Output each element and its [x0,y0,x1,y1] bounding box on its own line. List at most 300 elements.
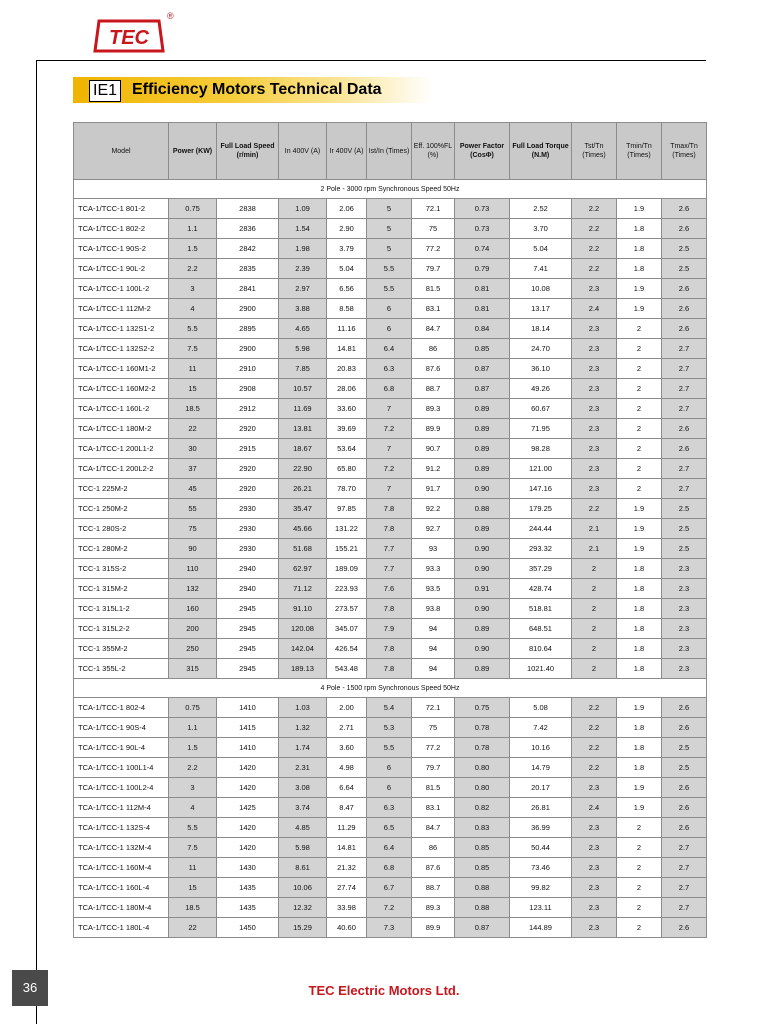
value-cell: 2838 [217,199,279,219]
value-cell: 6.64 [327,778,367,798]
value-cell: 0.82 [455,798,510,818]
value-cell: 1.54 [279,219,327,239]
value-cell: 92.7 [412,519,455,539]
table-row [74,878,707,898]
value-cell: 1.9 [617,279,662,299]
value-cell: 79.7 [412,259,455,279]
value-cell: 0.81 [455,299,510,319]
value-cell: 6.7 [367,878,412,898]
value-cell: 7 [367,479,412,499]
table-row [74,898,707,918]
value-cell: 6 [367,319,412,339]
value-cell: 10.16 [510,738,572,758]
value-cell: 1.8 [617,559,662,579]
value-cell: 93.8 [412,599,455,619]
value-cell: 357.29 [510,559,572,579]
value-cell: 0.87 [455,359,510,379]
value-cell: 12.32 [279,898,327,918]
value-cell: 5.98 [279,838,327,858]
value-cell: 49.26 [510,379,572,399]
value-cell: 98.28 [510,439,572,459]
value-cell: 94 [412,619,455,639]
value-cell: 3.74 [279,798,327,818]
value-cell: 2.71 [327,718,367,738]
value-cell: 2.2 [169,758,217,778]
table-row [74,419,707,439]
table-row [74,758,707,778]
value-cell: 2930 [217,499,279,519]
table-row [74,559,707,579]
value-cell: 0.90 [455,599,510,619]
value-cell: 5.5 [169,319,217,339]
value-cell: 2945 [217,659,279,679]
value-cell: 428.74 [510,579,572,599]
value-cell: 1.9 [617,798,662,818]
value-cell: 84.7 [412,319,455,339]
value-cell: 250 [169,639,217,659]
value-cell: 2.3 [572,319,617,339]
value-cell: 2.2 [572,698,617,718]
value-cell: 2.3 [662,619,707,639]
value-cell: 2.7 [662,459,707,479]
value-cell: 2.3 [572,359,617,379]
value-cell: 2 [617,319,662,339]
value-cell: 2930 [217,519,279,539]
value-cell: 2 [617,858,662,878]
value-cell: 2836 [217,219,279,239]
value-cell: 1.5 [169,239,217,259]
value-cell: 86 [412,838,455,858]
value-cell: 2842 [217,239,279,259]
value-cell: 2930 [217,539,279,559]
value-cell: 22 [169,419,217,439]
model-cell: TCC-1 355L-2 [74,659,169,679]
value-cell: 7.6 [367,579,412,599]
section-label: 4 Pole - 1500 rpm Synchronous Speed 50Hz [74,679,707,698]
col-header: Full Load Torque (N.M) [510,123,572,180]
value-cell: 2.3 [662,639,707,659]
value-cell: 5 [367,219,412,239]
value-cell: 11 [169,359,217,379]
value-cell: 0.87 [455,379,510,399]
value-cell: 7.7 [367,539,412,559]
value-cell: 30 [169,439,217,459]
value-cell: 2 [617,818,662,838]
value-cell: 18.5 [169,898,217,918]
value-cell: 2945 [217,619,279,639]
value-cell: 0.78 [455,718,510,738]
value-cell: 2.6 [662,439,707,459]
value-cell: 2.6 [662,918,707,938]
value-cell: 155.21 [327,539,367,559]
value-cell: 1420 [217,758,279,778]
ie-class-badge: IE1 [89,80,121,102]
value-cell: 2.3 [572,898,617,918]
table-row [74,359,707,379]
value-cell: 200 [169,619,217,639]
value-cell: 1.8 [617,579,662,599]
model-cell: TCA-1/TCC-1 90S-4 [74,718,169,738]
value-cell: 18.67 [279,439,327,459]
value-cell: 2.7 [662,339,707,359]
table-row [74,299,707,319]
value-cell: 77.2 [412,239,455,259]
value-cell: 1.8 [617,738,662,758]
model-cell: TCA-1/TCC-1 160M2-2 [74,379,169,399]
value-cell: 84.7 [412,818,455,838]
value-cell: 4 [169,798,217,818]
value-cell: 94 [412,659,455,679]
header-rule [36,60,706,61]
value-cell: 110 [169,559,217,579]
table-row [74,219,707,239]
value-cell: 10.08 [510,279,572,299]
model-cell: TCA-1/TCC-1 802-2 [74,219,169,239]
value-cell: 89.9 [412,419,455,439]
value-cell: 51.68 [279,539,327,559]
value-cell: 2945 [217,599,279,619]
value-cell: 1.9 [617,519,662,539]
col-header: Ir 400V (A) [327,123,367,180]
value-cell: 11.69 [279,399,327,419]
value-cell: 2.6 [662,718,707,738]
value-cell: 5.08 [510,698,572,718]
value-cell: 73.46 [510,858,572,878]
value-cell: 15 [169,878,217,898]
value-cell: 62.97 [279,559,327,579]
value-cell: 0.88 [455,499,510,519]
value-cell: 8.47 [327,798,367,818]
value-cell: 5 [367,199,412,219]
col-header: Power Factor (CosΦ) [455,123,510,180]
tec-logo [93,17,165,55]
value-cell: 6 [367,778,412,798]
value-cell: 189.13 [279,659,327,679]
value-cell: 93 [412,539,455,559]
value-cell: 7.5 [169,838,217,858]
value-cell: 7 [367,399,412,419]
page-number: 36 [12,970,48,1006]
value-cell: 1.1 [169,718,217,738]
value-cell: 0.89 [455,619,510,639]
value-cell: 28.06 [327,379,367,399]
value-cell: 0.84 [455,319,510,339]
value-cell: 5.04 [510,239,572,259]
value-cell: 1435 [217,878,279,898]
table-row [74,659,707,679]
model-cell: TCA-1/TCC-1 160L-4 [74,878,169,898]
value-cell: 0.75 [455,698,510,718]
value-cell: 2.3 [572,379,617,399]
value-cell: 2.3 [572,858,617,878]
value-cell: 5.04 [327,259,367,279]
value-cell: 2.7 [662,379,707,399]
value-cell: 22 [169,918,217,938]
model-cell: TCA-1/TCC-1 90S-2 [74,239,169,259]
value-cell: 2.7 [662,898,707,918]
table-row [74,858,707,878]
table-row [74,619,707,639]
value-cell: 2 [617,399,662,419]
value-cell: 6 [367,299,412,319]
table-row [74,439,707,459]
table-row [74,499,707,519]
table-row [74,798,707,818]
value-cell: 189.09 [327,559,367,579]
value-cell: 1.1 [169,219,217,239]
value-cell: 2945 [217,639,279,659]
value-cell: 2.2 [572,259,617,279]
value-cell: 0.90 [455,559,510,579]
value-cell: 2.6 [662,698,707,718]
value-cell: 0.89 [455,659,510,679]
table-row [74,738,707,758]
value-cell: 33.60 [327,399,367,419]
model-cell: TCC-1 225M-2 [74,479,169,499]
value-cell: 2 [617,479,662,499]
table-row [74,539,707,559]
value-cell: 131.22 [327,519,367,539]
value-cell: 2 [617,898,662,918]
value-cell: 2 [572,599,617,619]
value-cell: 27.74 [327,878,367,898]
value-cell: 0.90 [455,479,510,499]
table-row [74,199,707,219]
value-cell: 2.3 [572,778,617,798]
value-cell: 2.00 [327,698,367,718]
value-cell: 7.8 [367,659,412,679]
value-cell: 2920 [217,459,279,479]
value-cell: 7.8 [367,519,412,539]
value-cell: 1.98 [279,239,327,259]
value-cell: 7.8 [367,639,412,659]
value-cell: 273.57 [327,599,367,619]
value-cell: 91.2 [412,459,455,479]
col-header: In 400V (A) [279,123,327,180]
value-cell: 6.8 [367,858,412,878]
table-row [74,339,707,359]
value-cell: 293.32 [510,539,572,559]
value-cell: 2920 [217,419,279,439]
model-cell: TCC-1 315M-2 [74,579,169,599]
value-cell: 2.1 [572,519,617,539]
value-cell: 648.51 [510,619,572,639]
value-cell: 120.08 [279,619,327,639]
value-cell: 6.3 [367,359,412,379]
value-cell: 2.7 [662,359,707,379]
value-cell: 2.7 [662,838,707,858]
value-cell: 0.89 [455,439,510,459]
model-cell: TCA-1/TCC-1 132S2-2 [74,339,169,359]
value-cell: 99.82 [510,878,572,898]
value-cell: 0.89 [455,519,510,539]
value-cell: 543.48 [327,659,367,679]
col-header: Tmax/Tn (Times) [662,123,707,180]
value-cell: 4.85 [279,818,327,838]
value-cell: 2 [617,838,662,858]
model-cell: TCA-1/TCC-1 180M-2 [74,419,169,439]
value-cell: 2920 [217,479,279,499]
value-cell: 2 [617,918,662,938]
model-cell: TCA-1/TCC-1 180M-4 [74,898,169,918]
value-cell: 2 [572,559,617,579]
value-cell: 1.9 [617,199,662,219]
value-cell: 2.4 [572,299,617,319]
table-row [74,838,707,858]
registered-mark: ® [167,11,174,21]
table-row [74,379,707,399]
value-cell: 75 [412,219,455,239]
value-cell: 72.1 [412,698,455,718]
value-cell: 1410 [217,698,279,718]
value-cell: 65.80 [327,459,367,479]
value-cell: 1.8 [617,239,662,259]
value-cell: 79.7 [412,758,455,778]
value-cell: 55 [169,499,217,519]
value-cell: 1.03 [279,698,327,718]
value-cell: 6.5 [367,818,412,838]
value-cell: 2.3 [572,279,617,299]
model-cell: TCA-1/TCC-1 200L2-2 [74,459,169,479]
value-cell: 1.9 [617,299,662,319]
value-cell: 91.7 [412,479,455,499]
model-cell: TCC-1 315L2-2 [74,619,169,639]
value-cell: 11 [169,858,217,878]
value-cell: 2.2 [572,499,617,519]
value-cell: 2.2 [572,718,617,738]
value-cell: 2.2 [572,199,617,219]
value-cell: 1.5 [169,738,217,758]
model-cell: TCA-1/TCC-1 100L-2 [74,279,169,299]
value-cell: 1.8 [617,718,662,738]
value-cell: 4 [169,299,217,319]
value-cell: 7 [367,439,412,459]
value-cell: 89.3 [412,399,455,419]
value-cell: 2.6 [662,199,707,219]
value-cell: 2 [617,459,662,479]
value-cell: 0.85 [455,339,510,359]
value-cell: 2.3 [572,439,617,459]
value-cell: 37 [169,459,217,479]
value-cell: 53.64 [327,439,367,459]
value-cell: 7.8 [367,499,412,519]
value-cell: 90 [169,539,217,559]
value-cell: 81.5 [412,778,455,798]
value-cell: 1.9 [617,539,662,559]
value-cell: 2.3 [662,659,707,679]
margin-rule [36,60,37,1024]
value-cell: 1450 [217,918,279,938]
model-cell: TCA-1/TCC-1 100L2-4 [74,778,169,798]
value-cell: 1.8 [617,639,662,659]
value-cell: 0.80 [455,778,510,798]
value-cell: 2.2 [572,239,617,259]
value-cell: 36.10 [510,359,572,379]
value-cell: 0.89 [455,399,510,419]
value-cell: 0.81 [455,279,510,299]
value-cell: 2.3 [572,399,617,419]
value-cell: 0.87 [455,918,510,938]
value-cell: 315 [169,659,217,679]
value-cell: 11.29 [327,818,367,838]
value-cell: 86 [412,339,455,359]
value-cell: 2.3 [572,818,617,838]
value-cell: 8.61 [279,858,327,878]
value-cell: 0.85 [455,838,510,858]
value-cell: 91.10 [279,599,327,619]
value-cell: 2 [572,659,617,679]
table-row [74,259,707,279]
col-header: Power (KW) [169,123,217,180]
value-cell: 2.2 [572,758,617,778]
value-cell: 2 [617,419,662,439]
value-cell: 7.7 [367,559,412,579]
value-cell: 0.74 [455,239,510,259]
value-cell: 2895 [217,319,279,339]
value-cell: 83.1 [412,798,455,818]
model-cell: TCA-1/TCC-1 90L-4 [74,738,169,758]
value-cell: 93.3 [412,559,455,579]
col-header: Eff. 100%FL (%) [412,123,455,180]
value-cell: 0.89 [455,419,510,439]
value-cell: 2 [617,379,662,399]
value-cell: 2 [617,878,662,898]
model-cell: TCC-1 355M-2 [74,639,169,659]
value-cell: 1.8 [617,659,662,679]
value-cell: 72.1 [412,199,455,219]
model-cell: TCA-1/TCC-1 160M-4 [74,858,169,878]
value-cell: 2.3 [662,599,707,619]
value-cell: 5.5 [367,259,412,279]
value-cell: 3.88 [279,299,327,319]
value-cell: 14.81 [327,838,367,858]
value-cell: 93.5 [412,579,455,599]
value-cell: 2.6 [662,319,707,339]
value-cell: 2.31 [279,758,327,778]
technical-data-table [73,122,707,938]
value-cell: 81.5 [412,279,455,299]
value-cell: 0.88 [455,878,510,898]
value-cell: 2900 [217,339,279,359]
col-header: Model [74,123,169,180]
model-cell: TCA-1/TCC-1 132M-4 [74,838,169,858]
tec-logo-text: TEC [109,27,149,49]
value-cell: 1430 [217,858,279,878]
value-cell: 3.70 [510,219,572,239]
value-cell: 2.5 [662,239,707,259]
value-cell: 50.44 [510,838,572,858]
value-cell: 810.64 [510,639,572,659]
value-cell: 1420 [217,818,279,838]
value-cell: 2.5 [662,519,707,539]
value-cell: 2.7 [662,479,707,499]
value-cell: 2.3 [662,579,707,599]
value-cell: 71.95 [510,419,572,439]
value-cell: 2912 [217,399,279,419]
value-cell: 2.3 [572,918,617,938]
value-cell: 223.93 [327,579,367,599]
value-cell: 2 [617,339,662,359]
value-cell: 1435 [217,898,279,918]
value-cell: 88.7 [412,878,455,898]
col-header: Full Load Speed (r/min) [217,123,279,180]
value-cell: 0.80 [455,758,510,778]
value-cell: 7.2 [367,898,412,918]
value-cell: 1.8 [617,619,662,639]
value-cell: 2.97 [279,279,327,299]
value-cell: 2.6 [662,219,707,239]
value-cell: 14.81 [327,339,367,359]
